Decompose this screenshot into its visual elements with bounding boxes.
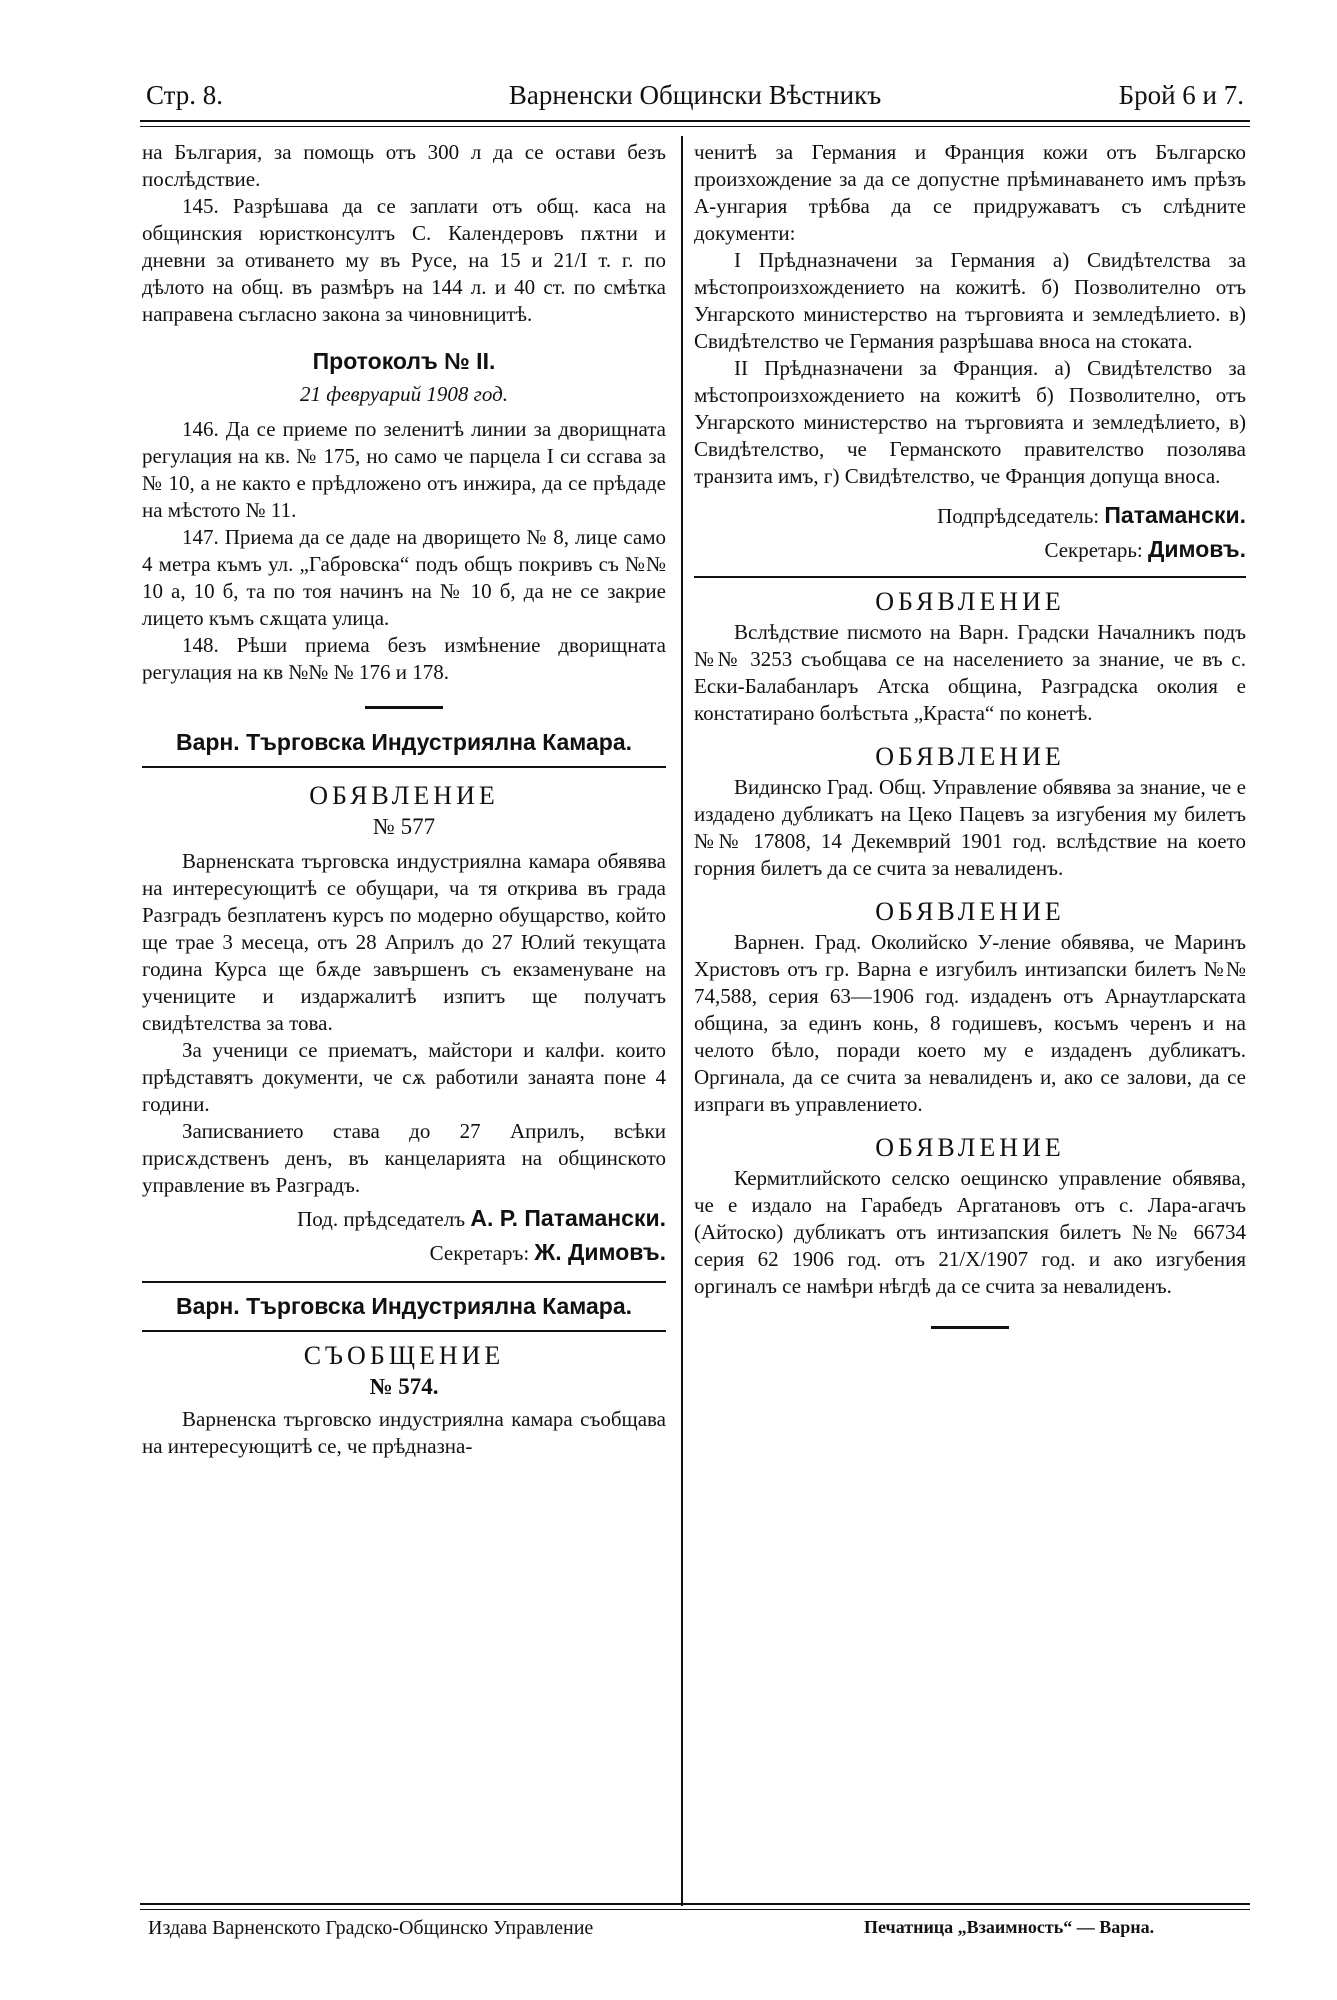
protocol-date: 21 февруарий 1908 год. (300, 382, 508, 406)
footer-rule (140, 1903, 1250, 1905)
section-rule (931, 1326, 1009, 1329)
notice-paragraph: За ученици се приематъ, майстори и калфи. които прѣдставятъ документи, че сѫ работили занаята поне 4 години. (142, 1038, 666, 1116)
documents-france: II Прѣдназначени за Франция. а) Свидѣтелство за мѣстопроизхождението на кожитѣ б) Позволително, отъ Унгарското министерство на търговията и земледѣлието, в) Свидѣтелство, че Германското правителство позолява транзита имъ, г) Свидѣтелство, че Франция допуща вноса. (694, 356, 1246, 488)
notice-title: ОБЯВЛЕНИЕ (875, 897, 1065, 926)
signature-chairman (142, 1205, 666, 1233)
signature-secretary (694, 536, 1246, 564)
right-column (694, 139, 1246, 1349)
continued-paragraph: на България, за помощь отъ 300 л да се остави безъ послѣдствие. (142, 140, 666, 191)
notice-title: ОБЯВЛЕНИЕ (875, 1133, 1065, 1162)
notice-paragraph: Варненска търговско индустриялна камара съобщава на интересующитѣ се, че прѣдназна- (142, 1407, 666, 1458)
header-rule (140, 120, 1250, 122)
signature-name: А. Р. Патамански. (470, 1205, 666, 1231)
notice-paragraph: Видинско Град. Общ. Управление обявява за знание, че е издадено дубликатъ на Цеко Пацевъ за изгубения му билетъ №№ 17808, 14 Декемврий 1901 год. вслѣдствие на което горния билетъ да се счита за невалиденъ. (694, 775, 1246, 880)
section-rule (142, 1281, 666, 1283)
signature-name: Ж. Димовъ. (534, 1239, 666, 1265)
chamber-heading: Варн. Търговска Индустриялна Камара. (175, 1293, 633, 1319)
signature-label: Секретарь: (1044, 538, 1143, 562)
item-146: 146. Да се приеме по зеленитѣ линии за дворищната регулация на кв. № 175, но само че парцела I си ссгава за № 10, а не както е прѣдложено отъ инжира, да се прѣдаде на мѣстото № 11. (142, 417, 666, 522)
notice-paragraph: Варненската търговска индустриялна камара обявява на интересующитѣ се обущари, ча тя открива въ града Разградъ безплатенъ курсъ по модерно обущарство, който ще трае 3 месеца, отъ 28 Априлъ до 27 Юлий текущата година Курса ще бѫде завършенъ съ екзаменуване на учениците и издаржалитѣ изпитъ ще получатъ свидѣтелства за това. (142, 849, 666, 1035)
chamber-rule (142, 1330, 666, 1332)
notice-number: № 574. (369, 1374, 439, 1399)
signature-name: Патамански. (1104, 502, 1246, 528)
notice-paragraph: Записванието става до 27 Априлъ, всѣки присѫдственъ денъ, въ канцеларията на общинското управление въ Разградъ. (142, 1119, 666, 1197)
page-header (140, 80, 1250, 116)
continued-paragraph: ченитѣ за Германия и Франция кожи отъ Българско произхождение за да се допустне прѣминаването имъ прѣзъ А-унгария трѣбва да се придружаватъ съ слѣдните документи: (694, 140, 1246, 245)
newspaper-title: Варненски Общински Вѣстникъ (508, 80, 882, 110)
notice-title: ОБЯВЛЕНИЕ (309, 781, 499, 810)
page-number: Стр. 8. (146, 80, 224, 110)
signature-label: Секретаръ: (429, 1241, 530, 1265)
signature-name: Димовъ. (1147, 536, 1246, 562)
notice-number: № 577 (372, 814, 436, 839)
signature-secretary (142, 1239, 666, 1267)
header-rule-thin (140, 126, 1250, 127)
chamber-rule (142, 766, 666, 768)
chamber-heading: Варн. Търговска Индустриялна Камара. (175, 729, 633, 755)
item-145: 145. Разрѣшава да се заплати отъ общ. каса на общинския юристконсултъ С. Календеровъ пѫтни и дневни за отиването му въ Русе, на 15 и 21/I т. г. по дѣлото на общ. въ размѣръ на 144 л. и 40 ст. по смѣтка направена съгласно закона за чиновницитѣ. (142, 194, 666, 326)
signature-label: Под. прѣдседателъ (297, 1207, 466, 1231)
notice-paragraph: Кермитлийското селско оещинско управление обявява, че е издало на Гарабедъ Аргатановъ отъ с. Лара-агачъ (Айтоско) дубликатъ отъ интизапския билетъ №№ 66734 серия 62 1906 год. отъ 21/X/1907 год. и ако изгубения оргиналъ се намѣри нѣгдѣ да се счита за невалиденъ. (694, 1166, 1246, 1298)
signature-label: Подпрѣдседатель: (937, 504, 1100, 528)
column-divider (681, 136, 683, 1906)
left-column (142, 139, 666, 1460)
notice-title: ОБЯВЛЕНИЕ (875, 742, 1065, 771)
protocol-title: Протоколъ № II. (312, 348, 496, 374)
item-148: 148. Рѣши приема безъ измѣнение дворищната регулация на кв №№ № 176 и 178. (142, 633, 666, 684)
notice-title: СЪОБЩЕНИЕ (303, 1341, 505, 1370)
notice-title: ОБЯВЛЕНИЕ (875, 587, 1065, 616)
footer-rule-thin (140, 1909, 1250, 1910)
section-rule (694, 576, 1246, 578)
publisher-line: Издава Варненското Градско-Общинско Управление (148, 1917, 594, 1939)
item-147: 147. Приема да се даде на дворището № 8, лице само 4 метра къмъ ул. „Габровска“ подъ общъ покривъ съ №№ 10 а, 10 б, та по тоя начинъ на № 10 б, да не се закрие лицето къмъ сѫщата улица. (142, 525, 666, 630)
issue-number: Брой 6 и 7. (1118, 80, 1244, 110)
printer-line: Печатница „Взаимность“ — Варна. (864, 1917, 1155, 1937)
documents-germany: I Прѣдназначени за Германия а) Свидѣтелства за мѣстопроизхождението на кожитѣ. б) Позволително отъ Унгарското министерство на търговията и земледѣлието. в) Свидѣтелство че Германия разрѣшава вноса на стоката. (694, 248, 1246, 353)
notice-paragraph: Варнен. Град. Околийско У-ление обявява, че Маринъ Христовъ отъ гр. Варна е изгубилъ интизапски билетъ №№ 74,588, серия 63—1906 год. издаденъ отъ Арнаутларската община, за единъ конь, 8 годишевъ, косъмъ черенъ и на челото бѣло, поради което му е издаденъ дубликатъ. Оргинала, да се счита за невалиденъ и, ако се залови, да се изпраги въ управлението. (694, 930, 1246, 1116)
signature-chairman (694, 502, 1246, 530)
section-rule (365, 706, 443, 709)
notice-paragraph: Вслѣдствие писмото на Варн. Градски Началникъ подъ №№ 3253 съобщава се на населението за знание, че въ с. Ески-Балабанларъ Атска община, Разградска околия е констатирано болѣстьта „Краста“ по конетѣ. (694, 620, 1246, 725)
